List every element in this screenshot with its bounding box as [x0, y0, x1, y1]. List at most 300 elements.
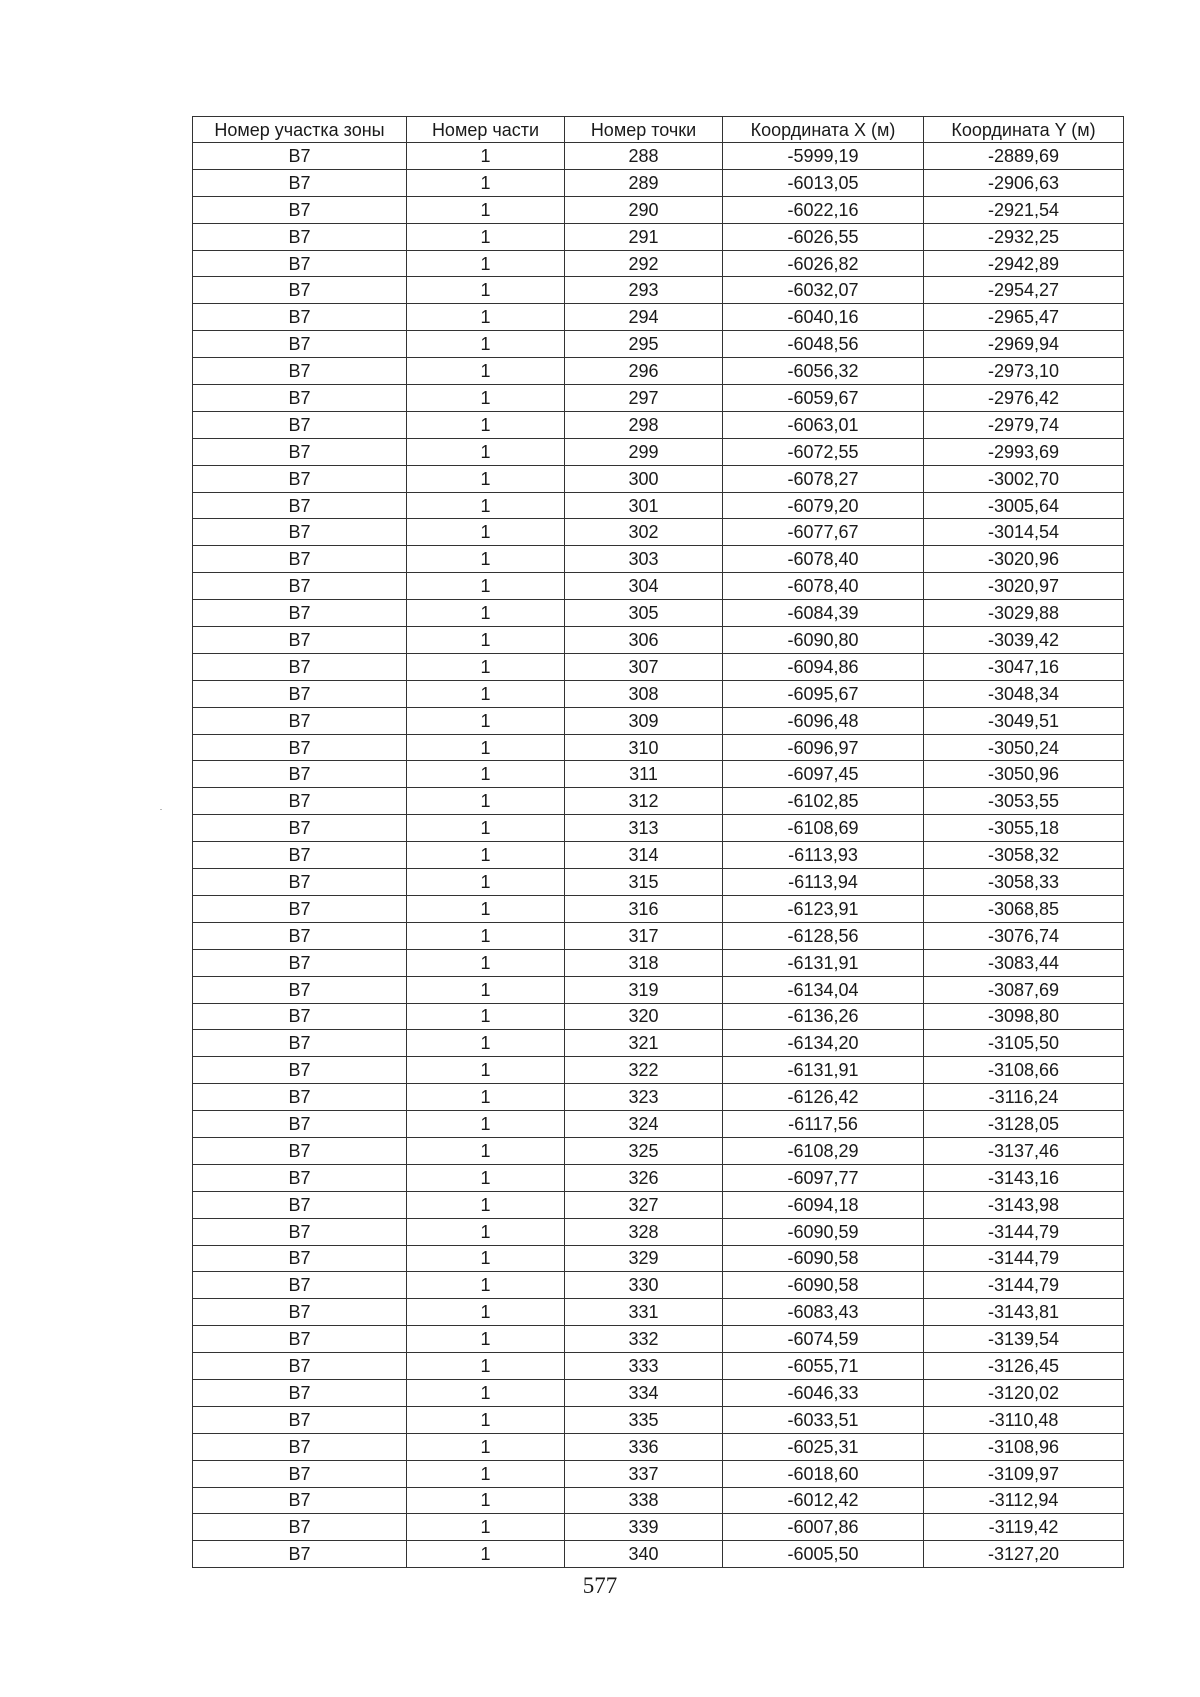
cell-coordinate-x: -6040,16 [723, 304, 924, 331]
cell-part-number: 1 [407, 304, 565, 331]
cell-coordinate-x: -6131,91 [723, 949, 924, 976]
cell-zone-section: В7 [193, 1299, 407, 1326]
cell-zone-section: В7 [193, 411, 407, 438]
cell-coordinate-x: -6077,67 [723, 519, 924, 546]
table-row [193, 842, 1124, 869]
cell-point-number: 289 [565, 169, 723, 196]
cell-zone-section: В7 [193, 1541, 407, 1568]
table-body [193, 143, 1124, 1568]
cell-coordinate-x: -6005,50 [723, 1541, 924, 1568]
cell-point-number: 300 [565, 465, 723, 492]
cell-coordinate-x: -6096,97 [723, 734, 924, 761]
cell-coordinate-x: -6090,59 [723, 1218, 924, 1245]
cell-zone-section: В7 [193, 869, 407, 896]
cell-coordinate-x: -6032,07 [723, 277, 924, 304]
cell-coordinate-y: -3048,34 [924, 680, 1124, 707]
cell-point-number: 293 [565, 277, 723, 304]
cell-part-number: 1 [407, 411, 565, 438]
cell-point-number: 340 [565, 1541, 723, 1568]
table-row [193, 1326, 1124, 1353]
cell-coordinate-y: -3083,44 [924, 949, 1124, 976]
table-row [193, 385, 1124, 412]
cell-point-number: 339 [565, 1514, 723, 1541]
cell-point-number: 329 [565, 1245, 723, 1272]
table-row [193, 815, 1124, 842]
table-row [193, 788, 1124, 815]
cell-zone-section: В7 [193, 492, 407, 519]
cell-coordinate-x: -6108,29 [723, 1137, 924, 1164]
table-row [193, 438, 1124, 465]
cell-coordinate-x: -6134,20 [723, 1030, 924, 1057]
cell-point-number: 317 [565, 922, 723, 949]
table-row [193, 1487, 1124, 1514]
cell-point-number: 301 [565, 492, 723, 519]
cell-coordinate-y: -3029,88 [924, 600, 1124, 627]
cell-point-number: 316 [565, 895, 723, 922]
cell-coordinate-x: -6095,67 [723, 680, 924, 707]
cell-coordinate-x: -6074,59 [723, 1326, 924, 1353]
scan-artifact [160, 809, 162, 810]
cell-point-number: 307 [565, 653, 723, 680]
cell-coordinate-y: -3020,96 [924, 546, 1124, 573]
cell-part-number: 1 [407, 680, 565, 707]
cell-part-number: 1 [407, 573, 565, 600]
cell-point-number: 291 [565, 223, 723, 250]
cell-coordinate-y: -3144,79 [924, 1245, 1124, 1272]
cell-part-number: 1 [407, 1191, 565, 1218]
cell-zone-section: В7 [193, 358, 407, 385]
cell-part-number: 1 [407, 869, 565, 896]
cell-zone-section: В7 [193, 250, 407, 277]
cell-coordinate-x: -6083,43 [723, 1299, 924, 1326]
table-row [193, 707, 1124, 734]
table-row [193, 1379, 1124, 1406]
cell-part-number: 1 [407, 1379, 565, 1406]
cell-coordinate-y: -3110,48 [924, 1406, 1124, 1433]
cell-coordinate-x: -6094,18 [723, 1191, 924, 1218]
header-row [193, 117, 1124, 143]
table-row [193, 304, 1124, 331]
cell-coordinate-y: -3055,18 [924, 815, 1124, 842]
cell-point-number: 320 [565, 1003, 723, 1030]
cell-coordinate-x: -6025,31 [723, 1433, 924, 1460]
cell-zone-section: В7 [193, 1514, 407, 1541]
cell-zone-section: В7 [193, 734, 407, 761]
cell-coordinate-y: -3076,74 [924, 922, 1124, 949]
cell-coordinate-y: -2906,63 [924, 169, 1124, 196]
cell-coordinate-x: -6102,85 [723, 788, 924, 815]
cell-coordinate-y: -3120,02 [924, 1379, 1124, 1406]
cell-point-number: 305 [565, 600, 723, 627]
cell-part-number: 1 [407, 1433, 565, 1460]
cell-coordinate-y: -2976,42 [924, 385, 1124, 412]
cell-part-number: 1 [407, 1218, 565, 1245]
cell-point-number: 314 [565, 842, 723, 869]
cell-part-number: 1 [407, 1003, 565, 1030]
cell-part-number: 1 [407, 707, 565, 734]
cell-point-number: 292 [565, 250, 723, 277]
cell-point-number: 309 [565, 707, 723, 734]
cell-zone-section: В7 [193, 1164, 407, 1191]
cell-part-number: 1 [407, 734, 565, 761]
cell-point-number: 324 [565, 1111, 723, 1138]
cell-point-number: 321 [565, 1030, 723, 1057]
cell-coordinate-x: -6056,32 [723, 358, 924, 385]
cell-point-number: 313 [565, 815, 723, 842]
cell-point-number: 299 [565, 438, 723, 465]
table-row [193, 869, 1124, 896]
cell-coordinate-y: -2993,69 [924, 438, 1124, 465]
table-row [193, 519, 1124, 546]
cell-part-number: 1 [407, 196, 565, 223]
cell-coordinate-x: -6063,01 [723, 411, 924, 438]
cell-point-number: 318 [565, 949, 723, 976]
cell-coordinate-y: -2889,69 [924, 143, 1124, 170]
cell-part-number: 1 [407, 1514, 565, 1541]
cell-zone-section: В7 [193, 546, 407, 573]
cell-zone-section: В7 [193, 1379, 407, 1406]
cell-coordinate-x: -6033,51 [723, 1406, 924, 1433]
cell-coordinate-y: -3144,79 [924, 1218, 1124, 1245]
cell-part-number: 1 [407, 1541, 565, 1568]
cell-point-number: 322 [565, 1057, 723, 1084]
cell-coordinate-x: -6136,26 [723, 1003, 924, 1030]
cell-coordinate-y: -3108,66 [924, 1057, 1124, 1084]
cell-coordinate-y: -3039,42 [924, 627, 1124, 654]
cell-coordinate-y: -3127,20 [924, 1541, 1124, 1568]
cell-coordinate-y: -3002,70 [924, 465, 1124, 492]
cell-point-number: 331 [565, 1299, 723, 1326]
table-row [193, 492, 1124, 519]
cell-coordinate-x: -6026,55 [723, 223, 924, 250]
cell-coordinate-x: -6078,27 [723, 465, 924, 492]
cell-coordinate-x: -6094,86 [723, 653, 924, 680]
cell-zone-section: В7 [193, 1326, 407, 1353]
cell-part-number: 1 [407, 1084, 565, 1111]
cell-coordinate-y: -3119,42 [924, 1514, 1124, 1541]
cell-part-number: 1 [407, 358, 565, 385]
table-row [193, 1353, 1124, 1380]
table-row [193, 1218, 1124, 1245]
cell-zone-section: В7 [193, 922, 407, 949]
cell-point-number: 327 [565, 1191, 723, 1218]
table-row [193, 223, 1124, 250]
cell-zone-section: В7 [193, 895, 407, 922]
cell-part-number: 1 [407, 788, 565, 815]
cell-zone-section: В7 [193, 1030, 407, 1057]
cell-part-number: 1 [407, 438, 565, 465]
cell-coordinate-y: -3005,64 [924, 492, 1124, 519]
table-row [193, 976, 1124, 1003]
cell-coordinate-y: -3143,98 [924, 1191, 1124, 1218]
table-row [193, 922, 1124, 949]
cell-zone-section: В7 [193, 304, 407, 331]
table-row [193, 465, 1124, 492]
cell-part-number: 1 [407, 815, 565, 842]
cell-point-number: 334 [565, 1379, 723, 1406]
cell-point-number: 302 [565, 519, 723, 546]
cell-zone-section: В7 [193, 1137, 407, 1164]
table-row [193, 1514, 1124, 1541]
cell-coordinate-x: -6097,77 [723, 1164, 924, 1191]
cell-coordinate-y: -3014,54 [924, 519, 1124, 546]
cell-point-number: 294 [565, 304, 723, 331]
cell-point-number: 303 [565, 546, 723, 573]
cell-coordinate-x: -6117,56 [723, 1111, 924, 1138]
cell-part-number: 1 [407, 1326, 565, 1353]
cell-zone-section: В7 [193, 1487, 407, 1514]
cell-part-number: 1 [407, 1272, 565, 1299]
cell-zone-section: В7 [193, 1191, 407, 1218]
cell-coordinate-x: -6128,56 [723, 922, 924, 949]
cell-coordinate-y: -3112,94 [924, 1487, 1124, 1514]
cell-coordinate-x: -6131,91 [723, 1057, 924, 1084]
cell-zone-section: В7 [193, 1057, 407, 1084]
cell-zone-section: В7 [193, 1433, 407, 1460]
cell-point-number: 338 [565, 1487, 723, 1514]
cell-coordinate-x: -6072,55 [723, 438, 924, 465]
cell-part-number: 1 [407, 922, 565, 949]
cell-part-number: 1 [407, 1487, 565, 1514]
cell-coordinate-y: -3109,97 [924, 1460, 1124, 1487]
cell-zone-section: В7 [193, 519, 407, 546]
table-row [193, 411, 1124, 438]
table-row [193, 1191, 1124, 1218]
coordinates-table [192, 116, 1124, 1568]
table-row [193, 250, 1124, 277]
cell-zone-section: В7 [193, 277, 407, 304]
cell-zone-section: В7 [193, 331, 407, 358]
cell-part-number: 1 [407, 761, 565, 788]
cell-coordinate-y: -2954,27 [924, 277, 1124, 304]
cell-zone-section: В7 [193, 1460, 407, 1487]
cell-part-number: 1 [407, 1460, 565, 1487]
cell-coordinate-y: -2973,10 [924, 358, 1124, 385]
cell-coordinate-y: -3108,96 [924, 1433, 1124, 1460]
cell-point-number: 306 [565, 627, 723, 654]
cell-part-number: 1 [407, 1164, 565, 1191]
cell-zone-section: В7 [193, 680, 407, 707]
table-row [193, 949, 1124, 976]
table-row [193, 761, 1124, 788]
header-zone-section: Номер участка зоны [193, 117, 407, 143]
cell-coordinate-y: -3143,81 [924, 1299, 1124, 1326]
cell-coordinate-y: -3020,97 [924, 573, 1124, 600]
cell-zone-section: В7 [193, 707, 407, 734]
header-part-number: Номер части [407, 117, 565, 143]
table-row [193, 1003, 1124, 1030]
cell-coordinate-y: -3139,54 [924, 1326, 1124, 1353]
cell-part-number: 1 [407, 277, 565, 304]
cell-coordinate-x: -6113,93 [723, 842, 924, 869]
cell-point-number: 295 [565, 331, 723, 358]
cell-part-number: 1 [407, 842, 565, 869]
cell-point-number: 288 [565, 143, 723, 170]
cell-coordinate-x: -6055,71 [723, 1353, 924, 1380]
table-header [193, 117, 1124, 143]
cell-part-number: 1 [407, 1406, 565, 1433]
cell-zone-section: В7 [193, 761, 407, 788]
cell-coordinate-x: -6108,69 [723, 815, 924, 842]
cell-coordinate-x: -6026,82 [723, 250, 924, 277]
cell-zone-section: В7 [193, 143, 407, 170]
cell-zone-section: В7 [193, 1406, 407, 1433]
table-row [193, 627, 1124, 654]
table-row [193, 1084, 1124, 1111]
cell-point-number: 298 [565, 411, 723, 438]
cell-zone-section: В7 [193, 196, 407, 223]
cell-zone-section: В7 [193, 1218, 407, 1245]
cell-zone-section: В7 [193, 842, 407, 869]
table-row [193, 600, 1124, 627]
cell-part-number: 1 [407, 1353, 565, 1380]
cell-coordinate-x: -6012,42 [723, 1487, 924, 1514]
cell-point-number: 312 [565, 788, 723, 815]
cell-coordinate-y: -3087,69 [924, 976, 1124, 1003]
cell-coordinate-y: -3058,32 [924, 842, 1124, 869]
cell-zone-section: В7 [193, 1272, 407, 1299]
cell-zone-section: В7 [193, 1245, 407, 1272]
cell-point-number: 304 [565, 573, 723, 600]
cell-part-number: 1 [407, 143, 565, 170]
cell-point-number: 311 [565, 761, 723, 788]
cell-zone-section: В7 [193, 169, 407, 196]
cell-coordinate-y: -2921,54 [924, 196, 1124, 223]
cell-part-number: 1 [407, 519, 565, 546]
cell-coordinate-x: -6059,67 [723, 385, 924, 412]
cell-coordinate-y: -2979,74 [924, 411, 1124, 438]
cell-point-number: 330 [565, 1272, 723, 1299]
cell-point-number: 315 [565, 869, 723, 896]
table-row [193, 277, 1124, 304]
cell-zone-section: В7 [193, 653, 407, 680]
table-row [193, 143, 1124, 170]
cell-coordinate-y: -3105,50 [924, 1030, 1124, 1057]
table-row [193, 1460, 1124, 1487]
cell-coordinate-y: -3053,55 [924, 788, 1124, 815]
cell-coordinate-y: -2969,94 [924, 331, 1124, 358]
cell-coordinate-x: -6018,60 [723, 1460, 924, 1487]
page-number: 577 [582, 1573, 618, 1598]
cell-part-number: 1 [407, 331, 565, 358]
cell-zone-section: В7 [193, 1003, 407, 1030]
cell-point-number: 326 [565, 1164, 723, 1191]
cell-part-number: 1 [407, 1030, 565, 1057]
cell-zone-section: В7 [193, 949, 407, 976]
cell-part-number: 1 [407, 1057, 565, 1084]
header-point-number: Номер точки [565, 117, 723, 143]
cell-zone-section: В7 [193, 573, 407, 600]
table-row [193, 1137, 1124, 1164]
cell-part-number: 1 [407, 600, 565, 627]
cell-zone-section: В7 [193, 438, 407, 465]
cell-point-number: 337 [565, 1460, 723, 1487]
cell-coordinate-y: -2942,89 [924, 250, 1124, 277]
table-row [193, 169, 1124, 196]
table-row [193, 1541, 1124, 1568]
cell-coordinate-x: -6013,05 [723, 169, 924, 196]
cell-part-number: 1 [407, 223, 565, 250]
cell-coordinate-y: -3144,79 [924, 1272, 1124, 1299]
cell-coordinate-x: -6079,20 [723, 492, 924, 519]
cell-part-number: 1 [407, 465, 565, 492]
table-row [193, 1272, 1124, 1299]
cell-point-number: 328 [565, 1218, 723, 1245]
cell-coordinate-y: -3128,05 [924, 1111, 1124, 1138]
cell-point-number: 336 [565, 1433, 723, 1460]
cell-zone-section: В7 [193, 1084, 407, 1111]
cell-coordinate-x: -6096,48 [723, 707, 924, 734]
cell-point-number: 296 [565, 358, 723, 385]
cell-zone-section: В7 [193, 223, 407, 250]
cell-part-number: 1 [407, 949, 565, 976]
cell-zone-section: В7 [193, 976, 407, 1003]
table-row [193, 1164, 1124, 1191]
cell-coordinate-y: -3143,16 [924, 1164, 1124, 1191]
cell-point-number: 308 [565, 680, 723, 707]
cell-coordinate-y: -3098,80 [924, 1003, 1124, 1030]
cell-coordinate-y: -3126,45 [924, 1353, 1124, 1380]
cell-coordinate-x: -6126,42 [723, 1084, 924, 1111]
table-row [193, 1111, 1124, 1138]
cell-zone-section: В7 [193, 815, 407, 842]
table-row [193, 1245, 1124, 1272]
cell-part-number: 1 [407, 169, 565, 196]
cell-coordinate-x: -6048,56 [723, 331, 924, 358]
cell-coordinate-y: -2965,47 [924, 304, 1124, 331]
header-coordinate-x: Координата X (м) [723, 117, 924, 143]
cell-coordinate-y: -3050,24 [924, 734, 1124, 761]
cell-part-number: 1 [407, 546, 565, 573]
cell-point-number: 297 [565, 385, 723, 412]
cell-part-number: 1 [407, 492, 565, 519]
cell-zone-section: В7 [193, 600, 407, 627]
table-row [193, 680, 1124, 707]
cell-coordinate-y: -3050,96 [924, 761, 1124, 788]
table-row [193, 653, 1124, 680]
cell-zone-section: В7 [193, 1111, 407, 1138]
cell-coordinate-y: -2932,25 [924, 223, 1124, 250]
cell-coordinate-x: -5999,19 [723, 143, 924, 170]
cell-point-number: 332 [565, 1326, 723, 1353]
cell-coordinate-x: -6090,58 [723, 1245, 924, 1272]
cell-point-number: 325 [565, 1137, 723, 1164]
cell-part-number: 1 [407, 1299, 565, 1326]
header-coordinate-y: Координата Y (м) [924, 117, 1124, 143]
cell-part-number: 1 [407, 1137, 565, 1164]
cell-part-number: 1 [407, 1245, 565, 1272]
cell-coordinate-x: -6078,40 [723, 573, 924, 600]
cell-part-number: 1 [407, 250, 565, 277]
table-row [193, 895, 1124, 922]
cell-point-number: 323 [565, 1084, 723, 1111]
cell-coordinate-y: -3068,85 [924, 895, 1124, 922]
table-row [193, 331, 1124, 358]
cell-coordinate-x: -6090,80 [723, 627, 924, 654]
cell-point-number: 290 [565, 196, 723, 223]
table-row [193, 1057, 1124, 1084]
cell-part-number: 1 [407, 1111, 565, 1138]
cell-coordinate-x: -6022,16 [723, 196, 924, 223]
cell-coordinate-x: -6078,40 [723, 546, 924, 573]
cell-part-number: 1 [407, 653, 565, 680]
cell-coordinate-x: -6007,86 [723, 1514, 924, 1541]
cell-point-number: 333 [565, 1353, 723, 1380]
table-row [193, 734, 1124, 761]
cell-coordinate-y: -3058,33 [924, 869, 1124, 896]
table-row [193, 196, 1124, 223]
cell-coordinate-x: -6046,33 [723, 1379, 924, 1406]
